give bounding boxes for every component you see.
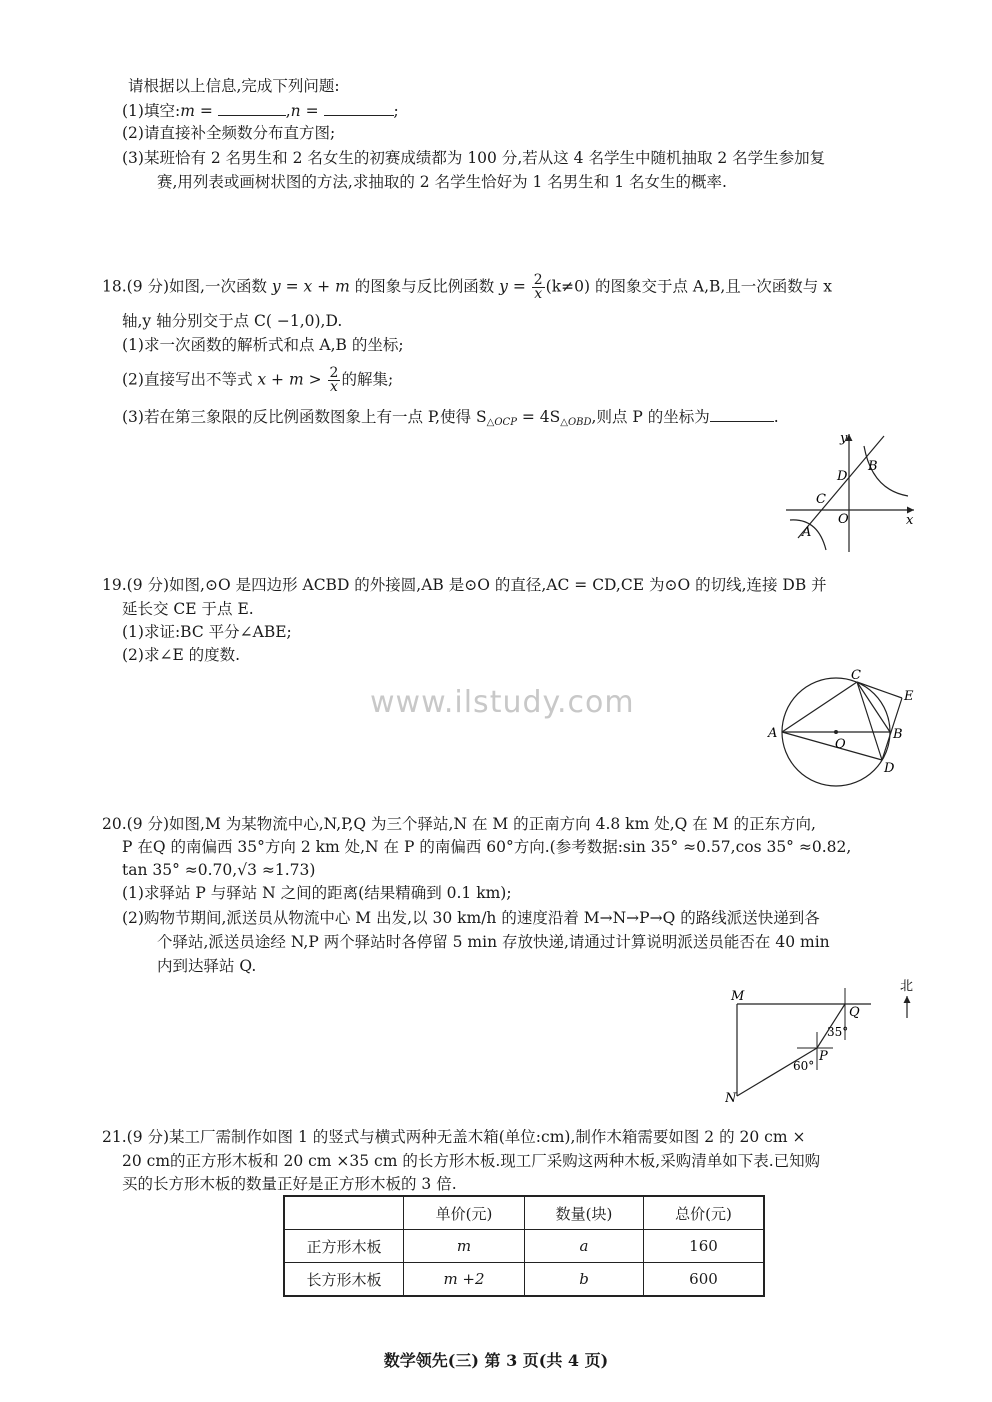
q19-part2: (2)求∠E 的度数. xyxy=(122,646,241,664)
q19-label-D: D xyxy=(884,761,895,776)
q20-part2-line1: (2)购物节期间,派送员从物流中心 M 出发,以 30 km/h 的速度沿着 M→N→P→Q 的路线派送快递到各 xyxy=(122,909,820,927)
q19-center-dot xyxy=(834,730,838,734)
table-cell: 正方形木板 xyxy=(284,1230,404,1263)
q21-stem-line2: 20 cm的正方形木板和 20 cm ×35 cm 的长方形木板.现工厂采购这两种木板,采购清单如下表.已知购 xyxy=(122,1152,821,1170)
q20-label-35: 35° xyxy=(827,1025,849,1039)
table-header-cell xyxy=(284,1196,404,1230)
q19-label-E: E xyxy=(904,689,914,704)
q19-label-C: C xyxy=(851,668,861,683)
page-footer: 数学领先(三) 第 3 页(共 4 页) xyxy=(383,1351,609,1370)
q18-tail: 的图象交于点 A,B,且一次函数与 x xyxy=(590,277,832,296)
table-header-row xyxy=(284,1196,764,1230)
q17-var-n: n xyxy=(290,102,301,120)
q17-part1 xyxy=(122,99,399,121)
q18-label-O: O xyxy=(838,512,849,527)
q18-label-A: A xyxy=(802,525,812,540)
q20-label-60: 60° xyxy=(793,1059,815,1073)
q17-blank-n[interactable] xyxy=(324,99,394,116)
q18-part2 xyxy=(122,367,393,394)
q19-seg-CB xyxy=(857,682,890,732)
q20-stem-line2: P 在Q 的南偏西 35°方向 2 km 处,N 在 P 的南偏西 60°方向.(参考数据:sin 35° ≈0.57,cos 35° ≈0.82, xyxy=(122,838,852,856)
q20-label-Q: Q xyxy=(849,1005,860,1020)
q21-stem-line1: 21.(9 分)某工厂需制作如图 1 的竖式与横式两种无盖木箱(单位:cm),制作木箱需要如图 2 的 20 cm × xyxy=(102,1128,806,1146)
q18-p2-frac-den: x xyxy=(330,379,338,395)
table-header-cell: 数量(块) xyxy=(525,1196,644,1230)
q18-func2-lhs: y = xyxy=(499,277,531,296)
table-cell: m xyxy=(404,1230,525,1263)
q18-blank-p[interactable] xyxy=(710,405,774,422)
q18-func1: y = x + m xyxy=(271,277,350,296)
q18-p3-sub1: △OCP xyxy=(486,417,517,428)
q18-stem-line2: 轴,y 轴分别交于点 C( −1,0),D. xyxy=(122,312,343,330)
q18-p3-mid: = 4S xyxy=(516,408,561,426)
q17-part3-line2: 赛,用列表或画树状图的方法,求抽取的 2 名学生恰好为 1 名男生和 1 名女生的概率. xyxy=(157,173,727,191)
q18-frac-num: 2 xyxy=(533,272,543,288)
table-cell: 长方形木板 xyxy=(284,1263,404,1297)
q17-intro: 请根据以上信息,完成下列问题: xyxy=(128,77,340,95)
q18-figure xyxy=(780,428,930,558)
q18-p2-frac-num: 2 xyxy=(329,365,339,381)
q20-part1: (1)求驿站 P 与驿站 N 之间的距离(结果精确到 0.1 km); xyxy=(122,884,512,902)
q20-figure xyxy=(725,978,925,1108)
q18-p3-prefix: (3)若在第三象限的反比例函数图象上有一点 P,使得 S xyxy=(122,408,487,426)
table-cell: 160 xyxy=(644,1230,765,1263)
q20-part2-line2: 个驿站,派送员途经 N,P 两个驿站时各停留 5 min 存放快递,请通过计算说明派送员能否在 40 min xyxy=(157,933,830,951)
q18-p2-ineq: x + m > xyxy=(257,370,327,389)
q18-part3 xyxy=(122,405,779,433)
table-header-cell: 单价(元) xyxy=(404,1196,525,1230)
q19-stem-line2: 延长交 CE 于点 E. xyxy=(122,600,254,618)
q18-label-y: y xyxy=(840,431,848,446)
q19-seg-AD xyxy=(782,732,882,760)
table-cell: m +2 xyxy=(404,1263,525,1297)
q17-var-m: m xyxy=(180,102,195,120)
q19-part1: (1)求证:BC 平分∠ABE; xyxy=(122,623,292,641)
q20-part2-line3: 内到达驿站 Q. xyxy=(157,957,257,975)
q17-blank-m[interactable] xyxy=(218,99,286,116)
table-row xyxy=(284,1263,764,1297)
q18-p3-end: . xyxy=(773,408,779,426)
q20-label-M: M xyxy=(731,989,745,1004)
q20-stem-line1: 20.(9 分)如图,M 为某物流中心,N,P,Q 为三个驿站,N 在 M 的正南方向 4.8 km 处,Q 在 M 的正东方向, xyxy=(102,815,816,833)
q21-purchase-table xyxy=(283,1195,765,1297)
watermark: www.ilstudy.com xyxy=(370,685,635,720)
q18-mid: 的图象与反比例函数 xyxy=(349,277,500,296)
q20-label-north: 北 xyxy=(900,979,914,994)
q17-end: ; xyxy=(393,102,399,120)
q20-label-P: P xyxy=(819,1049,828,1064)
q18-p2-fraction xyxy=(328,367,341,394)
q18-p2-prefix: (2)直接写出不等式 xyxy=(122,370,258,389)
q18-stem-line1 xyxy=(102,274,832,301)
q18-cond: (k≠0) xyxy=(545,277,591,296)
q19-seg-CD xyxy=(857,682,882,760)
q19-stem-line1: 19.(9 分)如图,⊙O 是四边形 ACBD 的外接圆,AB 是⊙O 的直径,AC = CD,CE 为⊙O 的切线,连接 DB 并 xyxy=(102,576,827,594)
q18-num: 18.(9 分)如图,一次函数 xyxy=(102,277,272,296)
table-cell: 600 xyxy=(644,1263,765,1297)
q18-label-B: B xyxy=(868,459,878,474)
q17-part3-line1: (3)某班恰有 2 名男生和 2 名女生的初赛成绩都为 100 分,若从这 4 名学生中随机抽取 2 名学生参加复 xyxy=(122,149,826,167)
q18-p3-sub2: △OBD xyxy=(560,417,592,428)
q19-label-O: O xyxy=(835,737,846,752)
q19-seg-AC xyxy=(782,682,857,732)
q18-fraction xyxy=(532,274,545,301)
q19-label-A: A xyxy=(768,726,778,741)
q19-tangent-CE xyxy=(857,682,902,698)
q18-label-x: x xyxy=(906,513,914,528)
q19-label-B: B xyxy=(893,727,903,742)
q17-comma: , xyxy=(285,102,291,120)
q19-figure xyxy=(762,668,932,788)
q17-part1-prefix: (1)填空: xyxy=(122,102,181,120)
q18-part1: (1)求一次函数的解析式和点 A,B 的坐标; xyxy=(122,336,404,354)
q18-p2-suffix: 的解集; xyxy=(341,370,394,389)
q20-label-N: N xyxy=(725,1091,737,1106)
table-cell: a xyxy=(525,1230,644,1263)
table-cell: b xyxy=(525,1263,644,1297)
q18-frac-den: x xyxy=(534,286,543,302)
q20-stem-line3: tan 35° ≈0.70,√3 ≈1.73) xyxy=(122,861,316,879)
q18-label-C: C xyxy=(816,492,826,507)
q17-eq2: = xyxy=(300,102,324,120)
q17-part2: (2)请直接补全频数分布直方图; xyxy=(122,124,336,142)
q17-eq1: = xyxy=(194,102,218,120)
q18-label-D: D xyxy=(837,469,848,484)
table-row xyxy=(284,1230,764,1263)
table-header-cell: 总价(元) xyxy=(644,1196,765,1230)
q21-stem-line3: 买的长方形木板的数量正好是正方形木板的 3 倍. xyxy=(122,1175,457,1193)
q18-p3-suffix: ,则点 P 的坐标为 xyxy=(591,408,710,426)
